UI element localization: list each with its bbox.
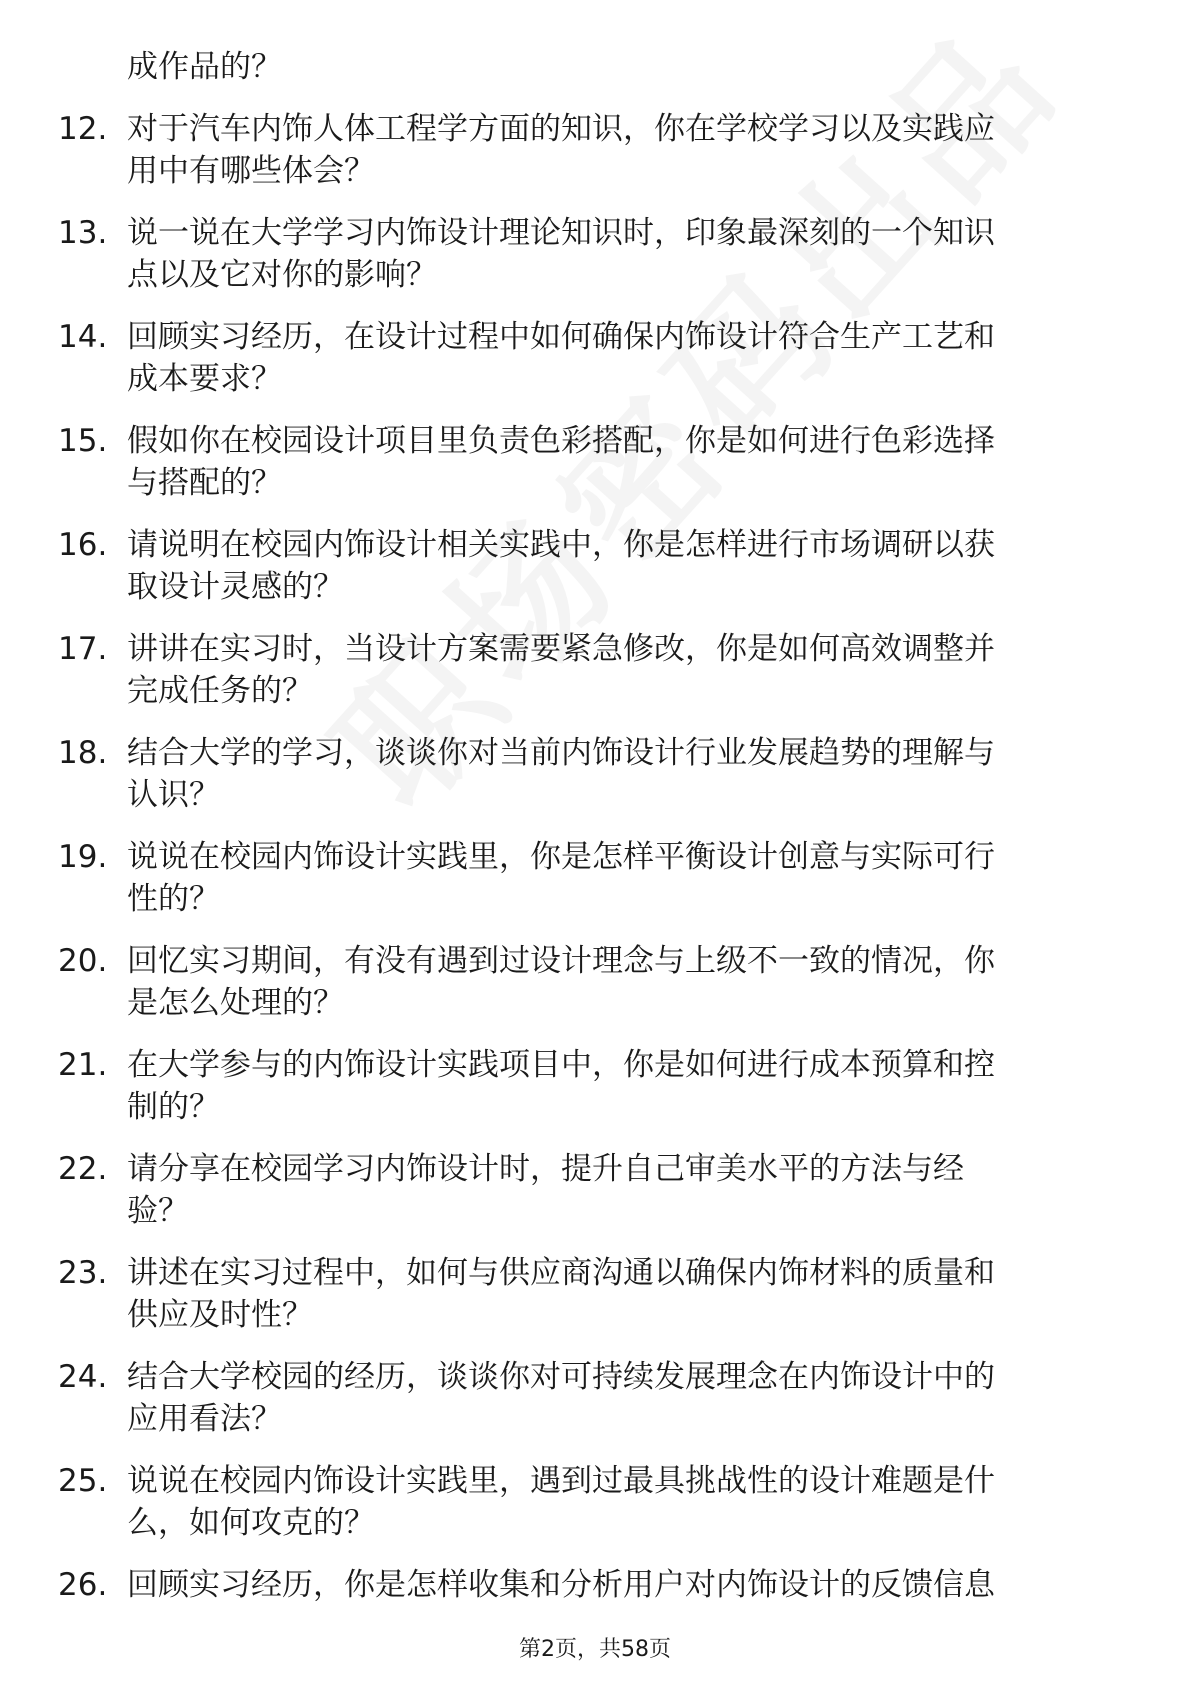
list-item: [0, 628, 1190, 712]
list-item: [0, 108, 1190, 192]
list-item: [0, 1460, 1190, 1544]
question-text-line: 是怎么处理的？: [127, 985, 344, 1021]
question-text-line: 回顾实习经历，你是怎样收集和分析用户对内饰设计的反馈信息: [127, 1567, 995, 1603]
list-item: [0, 1044, 1190, 1128]
question-text-line: 取设计灵感的？: [127, 569, 344, 605]
list-item: [0, 1356, 1190, 1440]
question-number: 22.: [58, 1151, 108, 1187]
question-number: 26.: [58, 1567, 108, 1603]
list-item: [0, 212, 1190, 296]
question-text-line: 供应及时性？: [127, 1297, 313, 1333]
list-item: [0, 46, 1190, 88]
list-item: [0, 940, 1190, 1024]
question-text-line: 说一说在大学学习内饰设计理论知识时，印象最深刻的一个知识: [127, 215, 995, 251]
question-text-line: 讲述在实习过程中，如何与供应商沟通以确保内饰材料的质量和: [127, 1255, 995, 1291]
question-text-line: 认识？: [127, 777, 220, 813]
question-number: 12.: [58, 111, 108, 147]
question-number: 19.: [58, 839, 108, 875]
question-text-line: 请说明在校园内饰设计相关实践中，你是怎样进行市场调研以获: [127, 527, 995, 563]
question-number: 25.: [58, 1463, 108, 1499]
list-item: [0, 732, 1190, 816]
question-text-line: 说说在校园内饰设计实践里，遇到过最具挑战性的设计难题是什: [127, 1463, 995, 1499]
question-text-line: 成本要求？: [127, 361, 282, 397]
question-text-line: 应用看法？: [127, 1401, 282, 1437]
question-list: [0, 46, 1190, 1626]
question-text-line: 对于汽车内饰人体工程学方面的知识，你在学校学习以及实践应: [127, 111, 995, 147]
question-text-line: 性的？: [127, 881, 220, 917]
question-text-line: 请分享在校园学习内饰设计时，提升自己审美水平的方法与经: [127, 1151, 964, 1187]
question-continuation: 成作品的？: [127, 49, 282, 85]
question-number: 18.: [58, 735, 108, 771]
question-text-line: 讲讲在实习时，当设计方案需要紧急修改，你是如何高效调整并: [127, 631, 995, 667]
question-text-line: 用中有哪些体会？: [127, 153, 375, 189]
list-item: [0, 1564, 1190, 1606]
question-number: 20.: [58, 943, 108, 979]
question-text-line: 完成任务的？: [127, 673, 313, 709]
question-text-line: 假如你在校园设计项目里负责色彩搭配，你是如何进行色彩选择: [127, 423, 995, 459]
question-number: 13.: [58, 215, 108, 251]
list-item: [0, 1252, 1190, 1336]
question-number: 23.: [58, 1255, 108, 1291]
list-item: [0, 1148, 1190, 1232]
question-number: 21.: [58, 1047, 108, 1083]
question-text-line: 结合大学校园的经历，谈谈你对可持续发展理念在内饰设计中的: [127, 1359, 995, 1395]
question-text-line: 验？: [127, 1193, 189, 1229]
question-text-line: 么，如何攻克的？: [127, 1505, 375, 1541]
question-number: 24.: [58, 1359, 108, 1395]
question-number: 14.: [58, 319, 108, 355]
question-text-line: 在大学参与的内饰设计实践项目中，你是如何进行成本预算和控: [127, 1047, 995, 1083]
page-footer: 第2页，共58页: [519, 1637, 671, 1662]
question-text-line: 与搭配的？: [127, 465, 282, 501]
question-text-line: 点以及它对你的影响？: [127, 257, 437, 293]
question-text-line: 回忆实习期间，有没有遇到过设计理念与上级不一致的情况，你: [127, 943, 995, 979]
question-text-line: 制的？: [127, 1089, 220, 1125]
list-item: [0, 316, 1190, 400]
list-item: [0, 836, 1190, 920]
question-text-line: 结合大学的学习，谈谈你对当前内饰设计行业发展趋势的理解与: [127, 735, 995, 771]
question-number: 16.: [58, 527, 108, 563]
question-text-line: 说说在校园内饰设计实践里，你是怎样平衡设计创意与实际可行: [127, 839, 995, 875]
question-number: 15.: [58, 423, 108, 459]
list-item: [0, 524, 1190, 608]
question-text-line: 回顾实习经历，在设计过程中如何确保内饰设计符合生产工艺和: [127, 319, 995, 355]
list-item: [0, 420, 1190, 504]
question-number: 17.: [58, 631, 108, 667]
